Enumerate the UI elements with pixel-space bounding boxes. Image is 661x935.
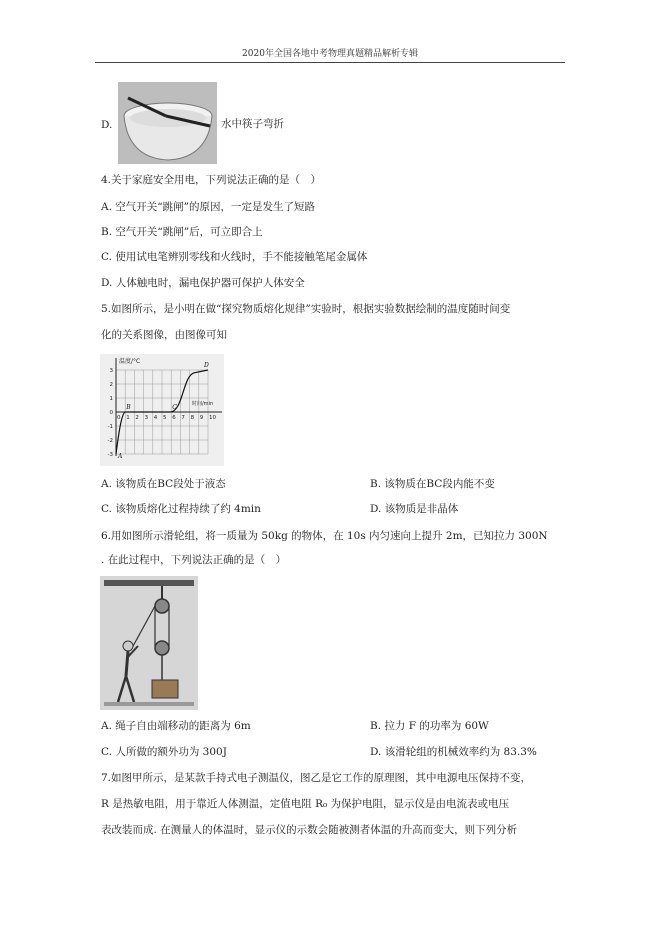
- point-label-d: D: [204, 362, 209, 369]
- pulley-system-figure: [100, 576, 198, 710]
- x-tick-label: 4: [153, 415, 158, 421]
- y-tick-label: 0: [109, 410, 113, 416]
- point-label-a: A: [118, 453, 123, 460]
- q7-line1: 7.如图甲所示，是某款手持式电子测温仪，图乙是它工作的原理图，其中电源电压保持不变，: [101, 772, 532, 784]
- x-tick-label: 2: [135, 415, 139, 421]
- q5-option-c: C. 该物质熔化过程持续了约 4min: [101, 503, 261, 515]
- chart-svg: [100, 354, 224, 466]
- bowl-chopstick-photo: [118, 82, 217, 164]
- x-tick-label: 1: [126, 415, 130, 421]
- x-tick-label: 8: [190, 415, 195, 421]
- x-tick-label: 7: [181, 415, 185, 421]
- q3-option-d-letter: D.: [101, 119, 113, 131]
- y-axis-label: 温度/°C: [119, 358, 141, 365]
- page-header: 2020年全国各地中考物理真题精品解析专辑: [242, 49, 418, 59]
- x-tick-label: 3: [144, 415, 149, 421]
- q7-line3: 表改装而成. 在测量人的体温时，显示仪的示数会随被测者体温的升高而变大，则下列分析: [101, 824, 518, 836]
- q6-option-a: A. 绳子自由端移动的距离为 6m: [101, 720, 251, 732]
- q4-option-d: D. 人体触电时，漏电保护器可保护人体安全: [101, 277, 305, 289]
- q3-option-d-caption: 水中筷子弯折: [221, 118, 284, 130]
- temperature-time-chart: [100, 354, 224, 466]
- x-tick-label: 9: [199, 415, 204, 421]
- x-tick-label: 10: [209, 415, 216, 421]
- q4-option-a: A. 空气开关“跳闸”的原因，一定是发生了短路: [101, 201, 315, 213]
- q7-line2: R 是热敏电阻，用于靠近人体测温，定值电阻 R₀ 为保护电阻，显示仪是由电流表或电压: [101, 798, 510, 810]
- q6-option-d: D. 该滑轮组的机械效率约为 83.3%: [370, 746, 537, 758]
- q5-option-a: A. 该物质在BC段处于液态: [101, 478, 226, 490]
- point-label-c: C: [172, 404, 177, 411]
- q6-option-c: C. 人所做的额外功为 300J: [101, 746, 227, 758]
- q5-option-d: D. 该物质是非晶体: [370, 503, 459, 515]
- q6-option-b: B. 拉力 F 的功率为 60W: [370, 720, 489, 732]
- x-axis-label: 时间/min: [192, 401, 214, 407]
- y-tick-label: -2: [107, 438, 113, 444]
- q4-stem: 4.关于家庭安全用电，下列说法正确的是（ ）: [101, 174, 322, 186]
- q5-option-b: B. 该物质在BC段内能不变: [370, 478, 495, 490]
- x-tick-label: 6: [172, 415, 176, 421]
- q6-stem-line1: 6.用如图所示滑轮组，将一质量为 50kg 的物体，在 10s 内匀速向上提升 2m，已知拉力 300N: [101, 530, 548, 542]
- y-tick-label: 2: [109, 382, 113, 388]
- x-tick-label: 5: [163, 415, 167, 421]
- y-tick-label: 3: [109, 368, 113, 374]
- q4-option-c: C. 使用试电笔辨别零线和火线时，手不能接触笔尾金属体: [101, 251, 368, 263]
- header-rule: [95, 62, 565, 63]
- q4-option-b: B. 空气开关“跳闸”后，可立即合上: [101, 226, 263, 238]
- q5-stem-line1: 5.如图所示，是小明在做“探究物质熔化规律”实验时，根据实验数据绘制的温度随时间变: [101, 303, 511, 315]
- x-tick-label: 0: [117, 415, 121, 421]
- y-tick-label: 1: [109, 396, 113, 402]
- point-label-b: B: [126, 404, 131, 411]
- y-tick-label: -3: [107, 452, 113, 458]
- q6-stem-line2: . 在此过程中，下列说法正确的是（ ）: [101, 554, 287, 566]
- q5-stem-line2: 化的关系图像，由图像可知: [101, 329, 227, 341]
- y-tick-label: -1: [107, 424, 113, 430]
